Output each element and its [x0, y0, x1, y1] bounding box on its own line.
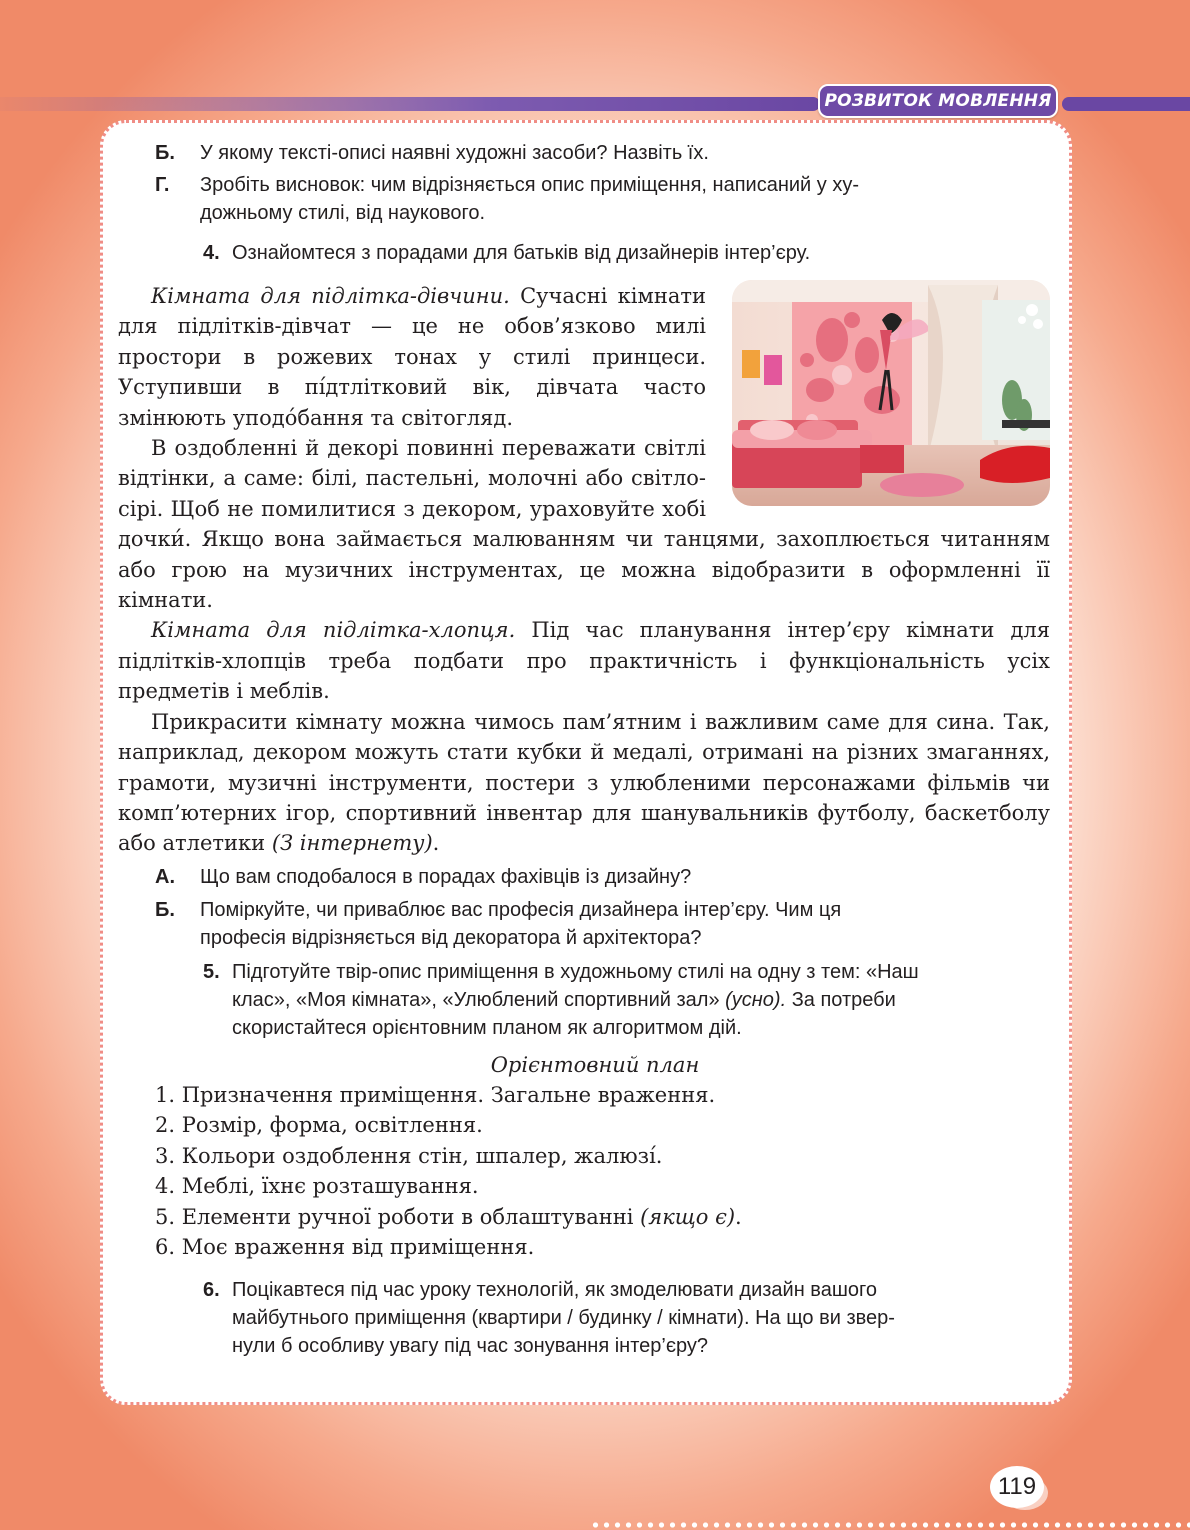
article-heading-girl: Кімната для підлітка-дівчини. [151, 284, 510, 308]
question-letter: Б. [155, 142, 175, 164]
article-paragraph: Прикрасити кімнату можна чимось пам’ятним і важливим саме для сина. Так, наприклад, декором можуть стати кубки й медалі, отримані на різних змаганнях, грамоти, музичні інструменти, постери з улюбленими персонажами фільмів чи комп’ютерних ігор, спортивний інвентар для шанувальників футболу, баскетболу або атлетики (З інтернету). [118, 709, 1050, 856]
plan-item: 4. Меблі, їхнє розташування. [155, 1174, 479, 1199]
decorative-dots [590, 1521, 1190, 1529]
plan-item-end: . [735, 1204, 742, 1229]
question-line: Зробіть висновок: чим відрізняється опис приміщення, написаний у ху- [200, 174, 859, 196]
task-line: скористайтеся орієнтовним планом як алгоритмом дій. [232, 1017, 742, 1039]
plan-item [155, 1202, 1005, 1232]
question-a-mid [155, 863, 985, 891]
page-number: 119 [990, 1466, 1044, 1508]
question-text: У якому тексті-описі наявні художні засоби? Назвіть їх. [200, 142, 709, 164]
task-number: 4. [203, 242, 220, 264]
task-line [232, 986, 1003, 1014]
task-line: нули б особливу увагу під час зонування інтер’єру? [232, 1335, 709, 1357]
task-line-part: клас», «Моя кімната», «Улюблений спортивний зал» [232, 989, 726, 1011]
article-paragraph: В оздобленні й декорі повинні переважати світлі відтінки, а саме: білі, пастельні, молочні або світло-сірі. Щоб не помилитися з декором, ураховуйте хобі дочки́. Якщо вона займається малюванням чи танцями, захоплюється читанням або грою на музичних інструментах, це можна відобразити в оформленні її кімнати. [118, 436, 1050, 613]
article-source: (З інтернету) [271, 831, 433, 856]
task-text [232, 1276, 1003, 1360]
task-text [232, 958, 1003, 1042]
article-text: Сучасні кімнати для підлітків-дівчат — це не обов’язково милі простори в рожевих тонах у стилі принцеси. Уступивши в пі́дтлітковий вік, дівчата часто змінюють уподо́бання та світогляд. [118, 284, 706, 430]
article-paragraph [118, 615, 1050, 706]
question-letter: А. [155, 866, 175, 888]
task-line: Підготуйте твір-опис приміщення в художньому стилі на одну з тем: «Наш [232, 961, 919, 983]
plan-item-italic: (якщо є) [640, 1204, 736, 1229]
question-text [200, 171, 985, 227]
question-b-top [155, 139, 985, 167]
article-text: Під час планування інтер’єру кімнати для підлітків-хлопців треба подбати про практичність і функціональність усіх предметів і меблів. [118, 618, 1050, 704]
task-line-part: За потреби [786, 989, 896, 1011]
plan-item: 6. Моє враження від приміщення. [155, 1234, 535, 1259]
plan-item: 2. Розмір, форма, освітлення. [155, 1113, 483, 1138]
article-text: Прикрасити кімнату можна чимось пам’ятним і важливим саме для сина. Так, наприклад, декором можуть стати кубки й медалі, отримані на різних змаганнях, грамоти, музичні інструменти, постери з улюбленими персонажами фільмів чи комп’ютерних ігор, спортивний інвентар для шанувальників футболу, баскетболу або атлетики [118, 709, 1050, 856]
question-letter: Г. [155, 174, 170, 196]
task-line: майбутнього приміщення (квартири / будинку / кімнати). На що ви звер- [232, 1307, 895, 1329]
task-6 [203, 1276, 1003, 1360]
task-4 [203, 239, 1003, 267]
question-g-top [155, 171, 985, 227]
question-line: професія відрізняється від декоратора й архітектора? [200, 927, 702, 949]
question-b-mid [155, 896, 985, 952]
plan-item-text: 5. Елементи ручної роботи в облаштуванні [155, 1204, 641, 1229]
section-badge: РОЗВИТОК МОВЛЕННЯ [818, 84, 1058, 118]
header-stripe-left [0, 97, 820, 111]
task-text: Ознайомтеся з порадами для батьків від дизайнерів інтер’єру. [232, 242, 811, 264]
question-line: дожньому стилі, від наукового. [200, 202, 486, 224]
task-number: 5. [203, 961, 220, 983]
question-text: Що вам сподобалося в порадах фахівців із дизайну? [200, 866, 692, 888]
task-line: Поцікавтеся під час уроку технологій, як змоделювати дизайн вашого [232, 1279, 877, 1301]
question-text [200, 896, 985, 952]
task-5 [203, 958, 1003, 1042]
plan-item: 3. Кольори оздоблення стін, шпалер, жалюзі́. [155, 1143, 663, 1168]
question-letter: Б. [155, 899, 175, 921]
question-line: Поміркуйте, чи приваблює вас професія дизайнера інтер’єру. Чим ця [200, 899, 842, 921]
article [118, 281, 1050, 859]
article-heading-boy: Кімната для підлітка-хлопця. [151, 618, 516, 643]
task-line-italic: (усно). [725, 989, 787, 1011]
bedroom-photo [732, 280, 1050, 506]
plan-item: 1. Призначення приміщення. Загальне враження. [155, 1083, 716, 1107]
plan-list [155, 1080, 1005, 1262]
plan-title: Орієнтовний план [490, 1053, 700, 1077]
header-stripe-right [1062, 97, 1190, 111]
task-number: 6. [203, 1279, 220, 1301]
